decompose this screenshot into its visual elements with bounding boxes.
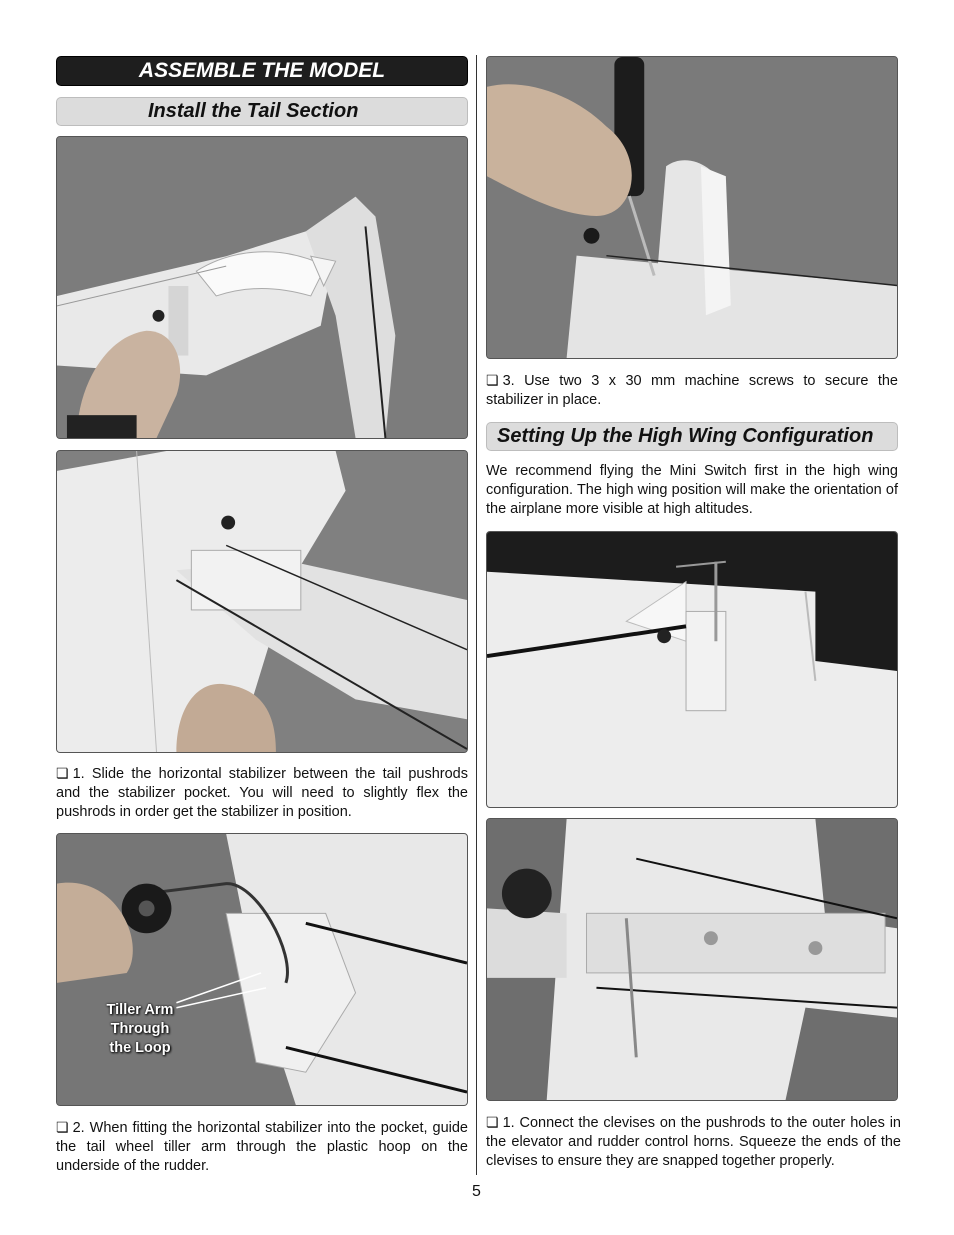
step-tail-3 — [486, 371, 898, 410]
step-tail-2-text: 2. When fitting the horizontal stabilizer into the pocket, guide the tail wheel tiller arm through the plastic hoop on the underside of the rudder. — [56, 1120, 468, 1174]
step-tail-1-text: 1. Slide the horizontal stabilizer between the tail pushrods and the stabilizer pocket. You will need to slightly flex the pushrods in order get the stabilizer in position. — [56, 766, 468, 820]
step-highwing-1 — [486, 1113, 901, 1171]
step-highwing-1-text: 1. Connect the clevises on the pushrods to the outer holes in the elevator and rudder control horns. Squeeze the ends of the clevises to ensure they are snapped together properly. — [486, 1115, 901, 1169]
step-tail-2 — [56, 1118, 468, 1176]
subsection-header-tail — [56, 97, 468, 126]
step-tail-3-text: 3. Use two 3 x 30 mm machine screws to secure the stabilizer in place. — [486, 373, 898, 408]
callout-tiller-arm — [88, 1001, 192, 1058]
subsection-header-highwing-text: Setting Up the High Wing Configuration — [497, 425, 874, 447]
photo-stabilizer-position — [56, 450, 468, 753]
subsection-header-highwing — [486, 422, 898, 451]
page-number: 5 — [472, 1183, 481, 1200]
column-divider — [476, 55, 477, 1175]
subsection-header-tail-text: Install the Tail Section — [148, 100, 359, 122]
checkbox-icon[interactable]: ❏ — [486, 1114, 499, 1130]
highwing-intro: We recommend flying the Mini Switch first in the high wing configuration. The high wing position will make the orientation of the airplane more visible at high altitudes. — [486, 463, 898, 517]
step-tail-1 — [56, 764, 468, 822]
photo-tiller-arm — [56, 833, 468, 1106]
section-header-assemble — [56, 56, 468, 86]
section-header-assemble-text: ASSEMBLE THE MODEL — [138, 59, 386, 82]
checkbox-icon[interactable]: ❏ — [56, 1119, 69, 1135]
photo-clevis-connection — [486, 818, 898, 1101]
callout-line-2: Through — [110, 1021, 170, 1037]
callout-line-3: the Loop — [109, 1040, 171, 1056]
photo-machine-screws — [486, 56, 898, 359]
checkbox-icon[interactable]: ❏ — [56, 765, 69, 781]
photo-control-horn — [486, 531, 898, 808]
callout-line-1: Tiller Arm — [106, 1002, 174, 1018]
photo-stabilizer-slide — [56, 136, 468, 439]
checkbox-icon[interactable]: ❏ — [486, 372, 499, 388]
